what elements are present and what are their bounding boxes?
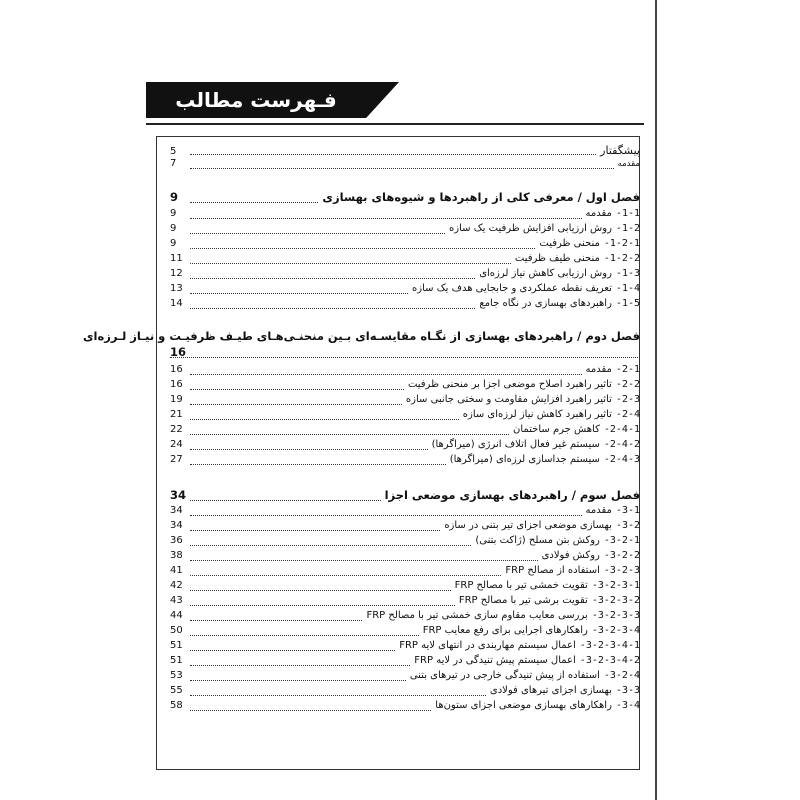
entry-label: تقویت خمشی تیر با مصالح FRP (454, 580, 588, 591)
entry-number: 1-1- (615, 208, 640, 219)
leader-dots (190, 575, 501, 576)
leader-dots (190, 695, 486, 696)
entry-number: 3-2-3-4-1- (579, 640, 640, 651)
entry-page: 24 (170, 439, 183, 450)
entry-label: روکش فولادی (541, 550, 600, 561)
toc-entry[interactable] (170, 283, 640, 298)
entry-number: 3-2-3-2- (591, 595, 640, 606)
entry-number: 2-3- (615, 394, 640, 405)
entry-label: سیستم غیر فعال اتلاف انرژی (میراگرها) (431, 439, 600, 450)
leader-dots (190, 389, 404, 390)
entry-number: 3-2- (615, 520, 640, 531)
entry-number: 2-4- (615, 409, 640, 420)
toc-entry[interactable] (170, 268, 640, 283)
leader-dots (190, 233, 445, 234)
toc-entry[interactable] (170, 505, 640, 520)
leader-dots (190, 545, 471, 546)
entry-page: 27 (170, 454, 183, 465)
entry-number: 3-2-4- (603, 670, 640, 681)
chapter-title: فصل اول / معرفی کلی از راهبردها و شیوه‌های بهسازی (322, 190, 640, 204)
entry-page: 43 (170, 595, 183, 606)
toc-entry[interactable] (170, 670, 640, 685)
leader-dots (190, 263, 511, 264)
entry-page: 14 (170, 298, 183, 309)
leader-dots (190, 293, 408, 294)
toc-entry[interactable] (170, 595, 640, 610)
entry-page: 42 (170, 580, 183, 591)
chapter-title: فصل دوم / راهبردهای بهسازی از نگـاه مقایسـه‌ای بـین منحنـی‌هـای طیـف ظرفیـت و نیـاز لـرزه‌ای (83, 329, 640, 343)
entry-label: راهکارهای اجرایی برای رفع معایب FRP (422, 625, 588, 636)
leader-dots (190, 590, 451, 591)
toc-entry[interactable] (170, 298, 640, 313)
entry-page: 7 (170, 158, 177, 169)
toc-chapter-3-heading[interactable] (170, 488, 640, 506)
toc-chapter-1-heading[interactable] (170, 190, 640, 208)
toc-entry[interactable] (170, 223, 640, 238)
entry-number: 2-2- (615, 379, 640, 390)
leader-dots (190, 218, 582, 219)
entry-number: 1-2-1- (603, 238, 640, 249)
entry-label: سیستم جداسازی لرزه‌ای (میراگرها) (449, 454, 600, 465)
leader-dots (190, 308, 475, 309)
entry-label: مقدمه (585, 505, 612, 516)
entry-label: استفاده از پیش تنیدگی خارجی در تیرهای بتنی (409, 670, 600, 681)
title-underline (146, 123, 644, 125)
entry-number: 3-2-2- (603, 550, 640, 561)
entry-label: منحنی طیف ظرفیت (514, 253, 600, 264)
leader-dots (170, 357, 640, 358)
leader-dots (190, 680, 406, 681)
entry-number: 2-4-2- (603, 439, 640, 450)
entry-page: 58 (170, 700, 183, 711)
leader-dots (190, 154, 596, 155)
leader-dots (190, 278, 475, 279)
entry-label: روش ارزیابی افزایش ظرفیت یک سازه (449, 223, 612, 234)
leader-dots (190, 530, 440, 531)
entry-page: 44 (170, 610, 183, 621)
page-title: فـهرست مطالب (175, 88, 337, 112)
entry-label: تاثیر راهبرد افزایش مقاومت و سختی جانبی سازه (405, 394, 612, 405)
toc-entry[interactable] (170, 535, 640, 550)
entry-page: 50 (170, 625, 183, 636)
leader-dots (190, 500, 381, 501)
entry-label: روکش بتن مسلح (ژاکت بتنی) (475, 535, 600, 546)
leader-dots (190, 710, 431, 711)
entry-label: راهبردهای بهسازی در نگاه جامع (479, 298, 612, 309)
entry-label: روش ارزیابی کاهش نیاز لرزه‌ای (479, 268, 612, 279)
entry-page: 9 (170, 208, 177, 219)
entry-label: اعمال سیستم مهاربندی در انتهای لایه FRP (399, 640, 576, 651)
leader-dots (190, 665, 410, 666)
entry-number: 1-3- (615, 268, 640, 279)
entry-page: 51 (170, 640, 183, 651)
toc-entry-intro[interactable] (170, 158, 640, 173)
entry-number: 1-2- (615, 223, 640, 234)
entry-number: 2-1- (615, 364, 640, 375)
entry-page: 36 (170, 535, 183, 546)
page-edge-line (655, 0, 657, 800)
toc-entry[interactable] (170, 565, 640, 580)
toc-entry[interactable] (170, 610, 640, 625)
entry-label: بررسی معایب مقاوم سازی خمشی تیر با مصالح FRP (366, 610, 588, 621)
toc-entry[interactable] (170, 208, 640, 223)
entry-page: 22 (170, 424, 183, 435)
entry-label: بهسازی اجزای تیرهای فولادی (489, 685, 612, 696)
entry-page: 9 (170, 238, 177, 249)
entry-number: 3-2-3- (603, 565, 640, 576)
entry-label: راهکارهای بهسازی موضعی اجزای ستون‌ها (435, 700, 612, 711)
toc-entry[interactable] (170, 625, 640, 640)
entry-label: پیشگفتار (600, 144, 640, 157)
entry-page: 9 (170, 223, 177, 234)
toc-entry[interactable] (170, 253, 640, 268)
leader-dots (190, 434, 509, 435)
entry-page: 21 (170, 409, 183, 420)
entry-label: اعمال سیستم پیش تنیدگی در لایه FRP (414, 655, 576, 666)
toc-entry[interactable] (170, 454, 640, 469)
leader-dots (190, 464, 446, 465)
leader-dots (190, 374, 582, 375)
entry-page: 34 (170, 488, 187, 502)
entry-page: 38 (170, 550, 183, 561)
entry-page: 19 (170, 394, 183, 405)
toc-entry[interactable] (170, 655, 640, 670)
entry-label: استفاده از مصالح FRP (505, 565, 600, 576)
toc-entry[interactable] (170, 439, 640, 454)
entry-number: 3-2-3-3- (591, 610, 640, 621)
toc-chapter-2-heading[interactable] (83, 329, 640, 347)
leader-dots (190, 515, 582, 516)
entry-page: 34 (170, 520, 183, 531)
toc-entry[interactable] (170, 424, 640, 439)
toc-entry[interactable] (170, 580, 640, 595)
toc-entry[interactable] (170, 409, 640, 424)
leader-dots (190, 560, 538, 561)
entry-page: 16 (170, 379, 183, 390)
leader-dots (190, 202, 318, 203)
entry-label: تاثیر راهبرد کاهش نیاز لرزه‌ای سازه (462, 409, 612, 420)
toc-entry[interactable] (170, 379, 640, 394)
toc-entry[interactable] (170, 550, 640, 565)
entry-page: 12 (170, 268, 183, 279)
entry-label: تاثیر راهبرد اصلاح موضعی اجزا بر منحنی ظرفیت (407, 379, 612, 390)
entry-page: 9 (170, 190, 179, 204)
leader-dots (190, 449, 428, 450)
entry-page: 5 (170, 146, 177, 157)
toc-entry[interactable] (170, 394, 640, 409)
entry-label: تعریف نقطه عملکردی و جابجایی هدف یک سازه (412, 283, 612, 294)
leader-dots (190, 248, 535, 249)
toc-entry[interactable] (170, 364, 640, 379)
entry-number: 1-4- (615, 283, 640, 294)
leader-dots (190, 168, 614, 169)
entry-label: منحنی ظرفیت (539, 238, 600, 249)
entry-label: بهسازی موضعی اجزای تیر بتنی در سازه (444, 520, 612, 531)
chapter-2-page: 16 (170, 345, 187, 359)
entry-number: 2-4-1- (603, 424, 640, 435)
toc-entry-preface[interactable] (170, 144, 640, 159)
entry-page: 55 (170, 685, 183, 696)
entry-label: مقدمه (585, 208, 612, 219)
entry-number: 2-4-3- (603, 454, 640, 465)
chapter-title: فصل سوم / راهبردهای بهسازی موضعی اجزا (384, 488, 640, 502)
entry-number: 3-3- (615, 685, 640, 696)
entry-page: 11 (170, 253, 183, 264)
leader-dots (190, 620, 362, 621)
entry-label: مقدمه (617, 159, 640, 169)
leader-dots (190, 650, 395, 651)
leader-dots (190, 404, 402, 405)
entry-label: مقدمه (585, 364, 612, 375)
entry-label: تقویت برشی تیر با مصالح FRP (458, 595, 588, 606)
entry-number: 3-4- (615, 700, 640, 711)
entry-number: 3-1- (615, 505, 640, 516)
entry-number: 3-2-3-1- (591, 580, 640, 591)
entry-page: 16 (170, 364, 183, 375)
entry-page: 51 (170, 655, 183, 666)
leader-dots (190, 635, 419, 636)
entry-number: 3-2-3-4-2- (579, 655, 640, 666)
toc-entry[interactable] (170, 520, 640, 535)
entry-label: کاهش جرم ساختمان (512, 424, 600, 435)
toc-entry[interactable] (170, 238, 640, 253)
entry-page: 53 (170, 670, 183, 681)
entry-page: 13 (170, 283, 183, 294)
toc-entry[interactable] (170, 700, 640, 715)
leader-dots (190, 605, 455, 606)
entry-page: 34 (170, 505, 183, 516)
entry-number: 3-2-3-4- (591, 625, 640, 636)
entry-page: 41 (170, 565, 183, 576)
toc-entry[interactable] (170, 685, 640, 700)
entry-number: 3-2-1- (603, 535, 640, 546)
entry-number: 1-2-2- (603, 253, 640, 264)
leader-dots (190, 419, 459, 420)
entry-number: 1-5- (615, 298, 640, 309)
toc-entry[interactable] (170, 640, 640, 655)
